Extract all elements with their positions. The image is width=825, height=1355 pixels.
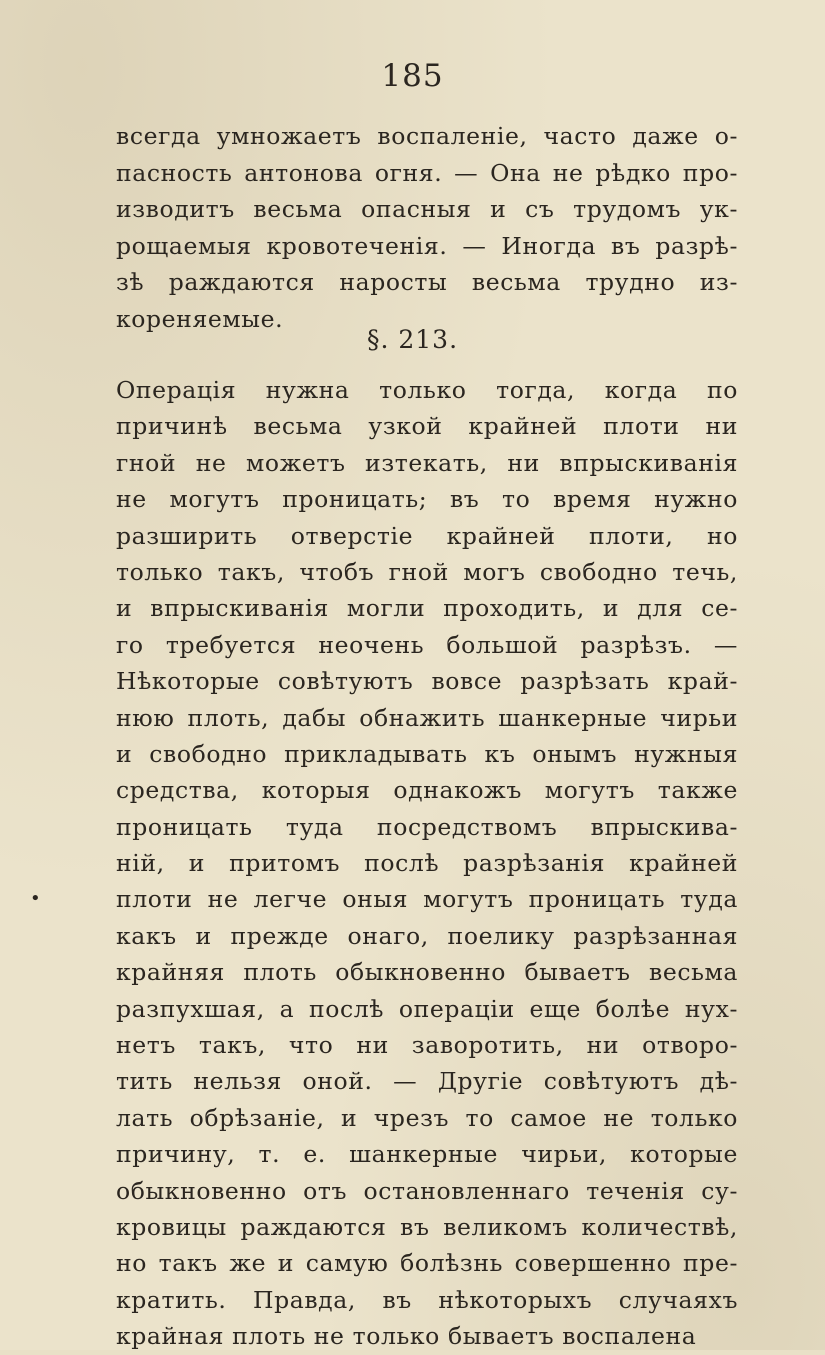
text-line: лать обрѣзаніе, и чрезъ то самое не только bbox=[116, 1103, 738, 1132]
text-line: гной не можетъ изтекать, ни впрыскиванія bbox=[116, 448, 738, 477]
text-line: но такъ же и самую болѣзнь совершенно пре- bbox=[116, 1249, 738, 1278]
text-line: средства, которыя однакожъ могутъ также bbox=[116, 776, 738, 805]
text-line: плоти не легче оныя могутъ проницать туда bbox=[116, 885, 738, 914]
text-line: Операція нужна только тогда, когда по bbox=[116, 376, 738, 404]
main-paragraph bbox=[116, 372, 738, 1355]
text-line: кореняемые. bbox=[116, 304, 284, 333]
text-line: разширить отверстіе крайней плоти, но bbox=[116, 521, 738, 550]
text-line: рощаемыя кровотеченія. — Иногда въ разрѣ- bbox=[116, 231, 738, 260]
text-line: кровицы раждаются въ великомъ количествѣ, bbox=[116, 1212, 738, 1241]
page-number: 185 bbox=[381, 58, 444, 94]
text-line: проницать туда посредствомъ впрыскива- bbox=[116, 812, 738, 841]
text-line: разпухшая, а послѣ операціи еще болѣе нух- bbox=[116, 994, 738, 1023]
text-line: изводитъ весьма опасныя и съ трудомъ ук- bbox=[116, 195, 738, 223]
text-line: и впрыскиванія могли проходить, и для се- bbox=[116, 594, 738, 623]
text-line: крайная плоть не только бываетъ воспалена bbox=[116, 1322, 697, 1351]
text-line: тить нельзя оной. — Другіе совѣтуютъ дѣ- bbox=[116, 1067, 738, 1096]
section-heading: §. 213. bbox=[366, 325, 459, 354]
text-line: Нѣкоторые совѣтуютъ вовсе разрѣзать край- bbox=[116, 667, 738, 696]
text-line: причину, т. е. шанкерные чирьи, которые bbox=[116, 1140, 738, 1169]
text-line: всегда умножаетъ воспаленіе, часто даже о- bbox=[116, 122, 738, 150]
text-line: обыкновенно отъ остановленнаго теченія су- bbox=[116, 1176, 738, 1205]
text-line: крайняя плоть обыкновенно бываетъ весьма bbox=[116, 958, 738, 987]
text-line: зѣ раждаются наросты весьма трудно из- bbox=[116, 268, 738, 296]
text-line: какъ и прежде онаго, поелику разрѣзанная bbox=[116, 921, 738, 950]
text-line: не могутъ проницать; въ то время нужно bbox=[116, 485, 738, 514]
text-line: ній, и притомъ послѣ разрѣзанія крайней bbox=[116, 849, 738, 878]
text-line: только такъ, чтобъ гной могъ свободно течь, bbox=[116, 557, 738, 586]
text-line: кратить. Правда, въ нѣкоторыхъ случаяхъ bbox=[116, 1285, 738, 1314]
text-line: пасность антонова огня. — Она не рѣдко про- bbox=[116, 158, 738, 187]
text-line: причинѣ весьма узкой крайней плоти ни bbox=[116, 412, 738, 441]
text-line: и свободно прикладывать къ онымъ нужныя bbox=[116, 739, 738, 768]
text-line: нюю плоть, дабы обнажить шанкерные чирьи bbox=[116, 703, 738, 732]
margin-mark: • bbox=[30, 888, 41, 909]
text-line: го требуется неочень большой разрѣзъ. — bbox=[116, 630, 738, 659]
intro-paragraph bbox=[116, 118, 738, 337]
text-line: нетъ такъ, что ни заворотить, ни отворо- bbox=[116, 1031, 738, 1060]
